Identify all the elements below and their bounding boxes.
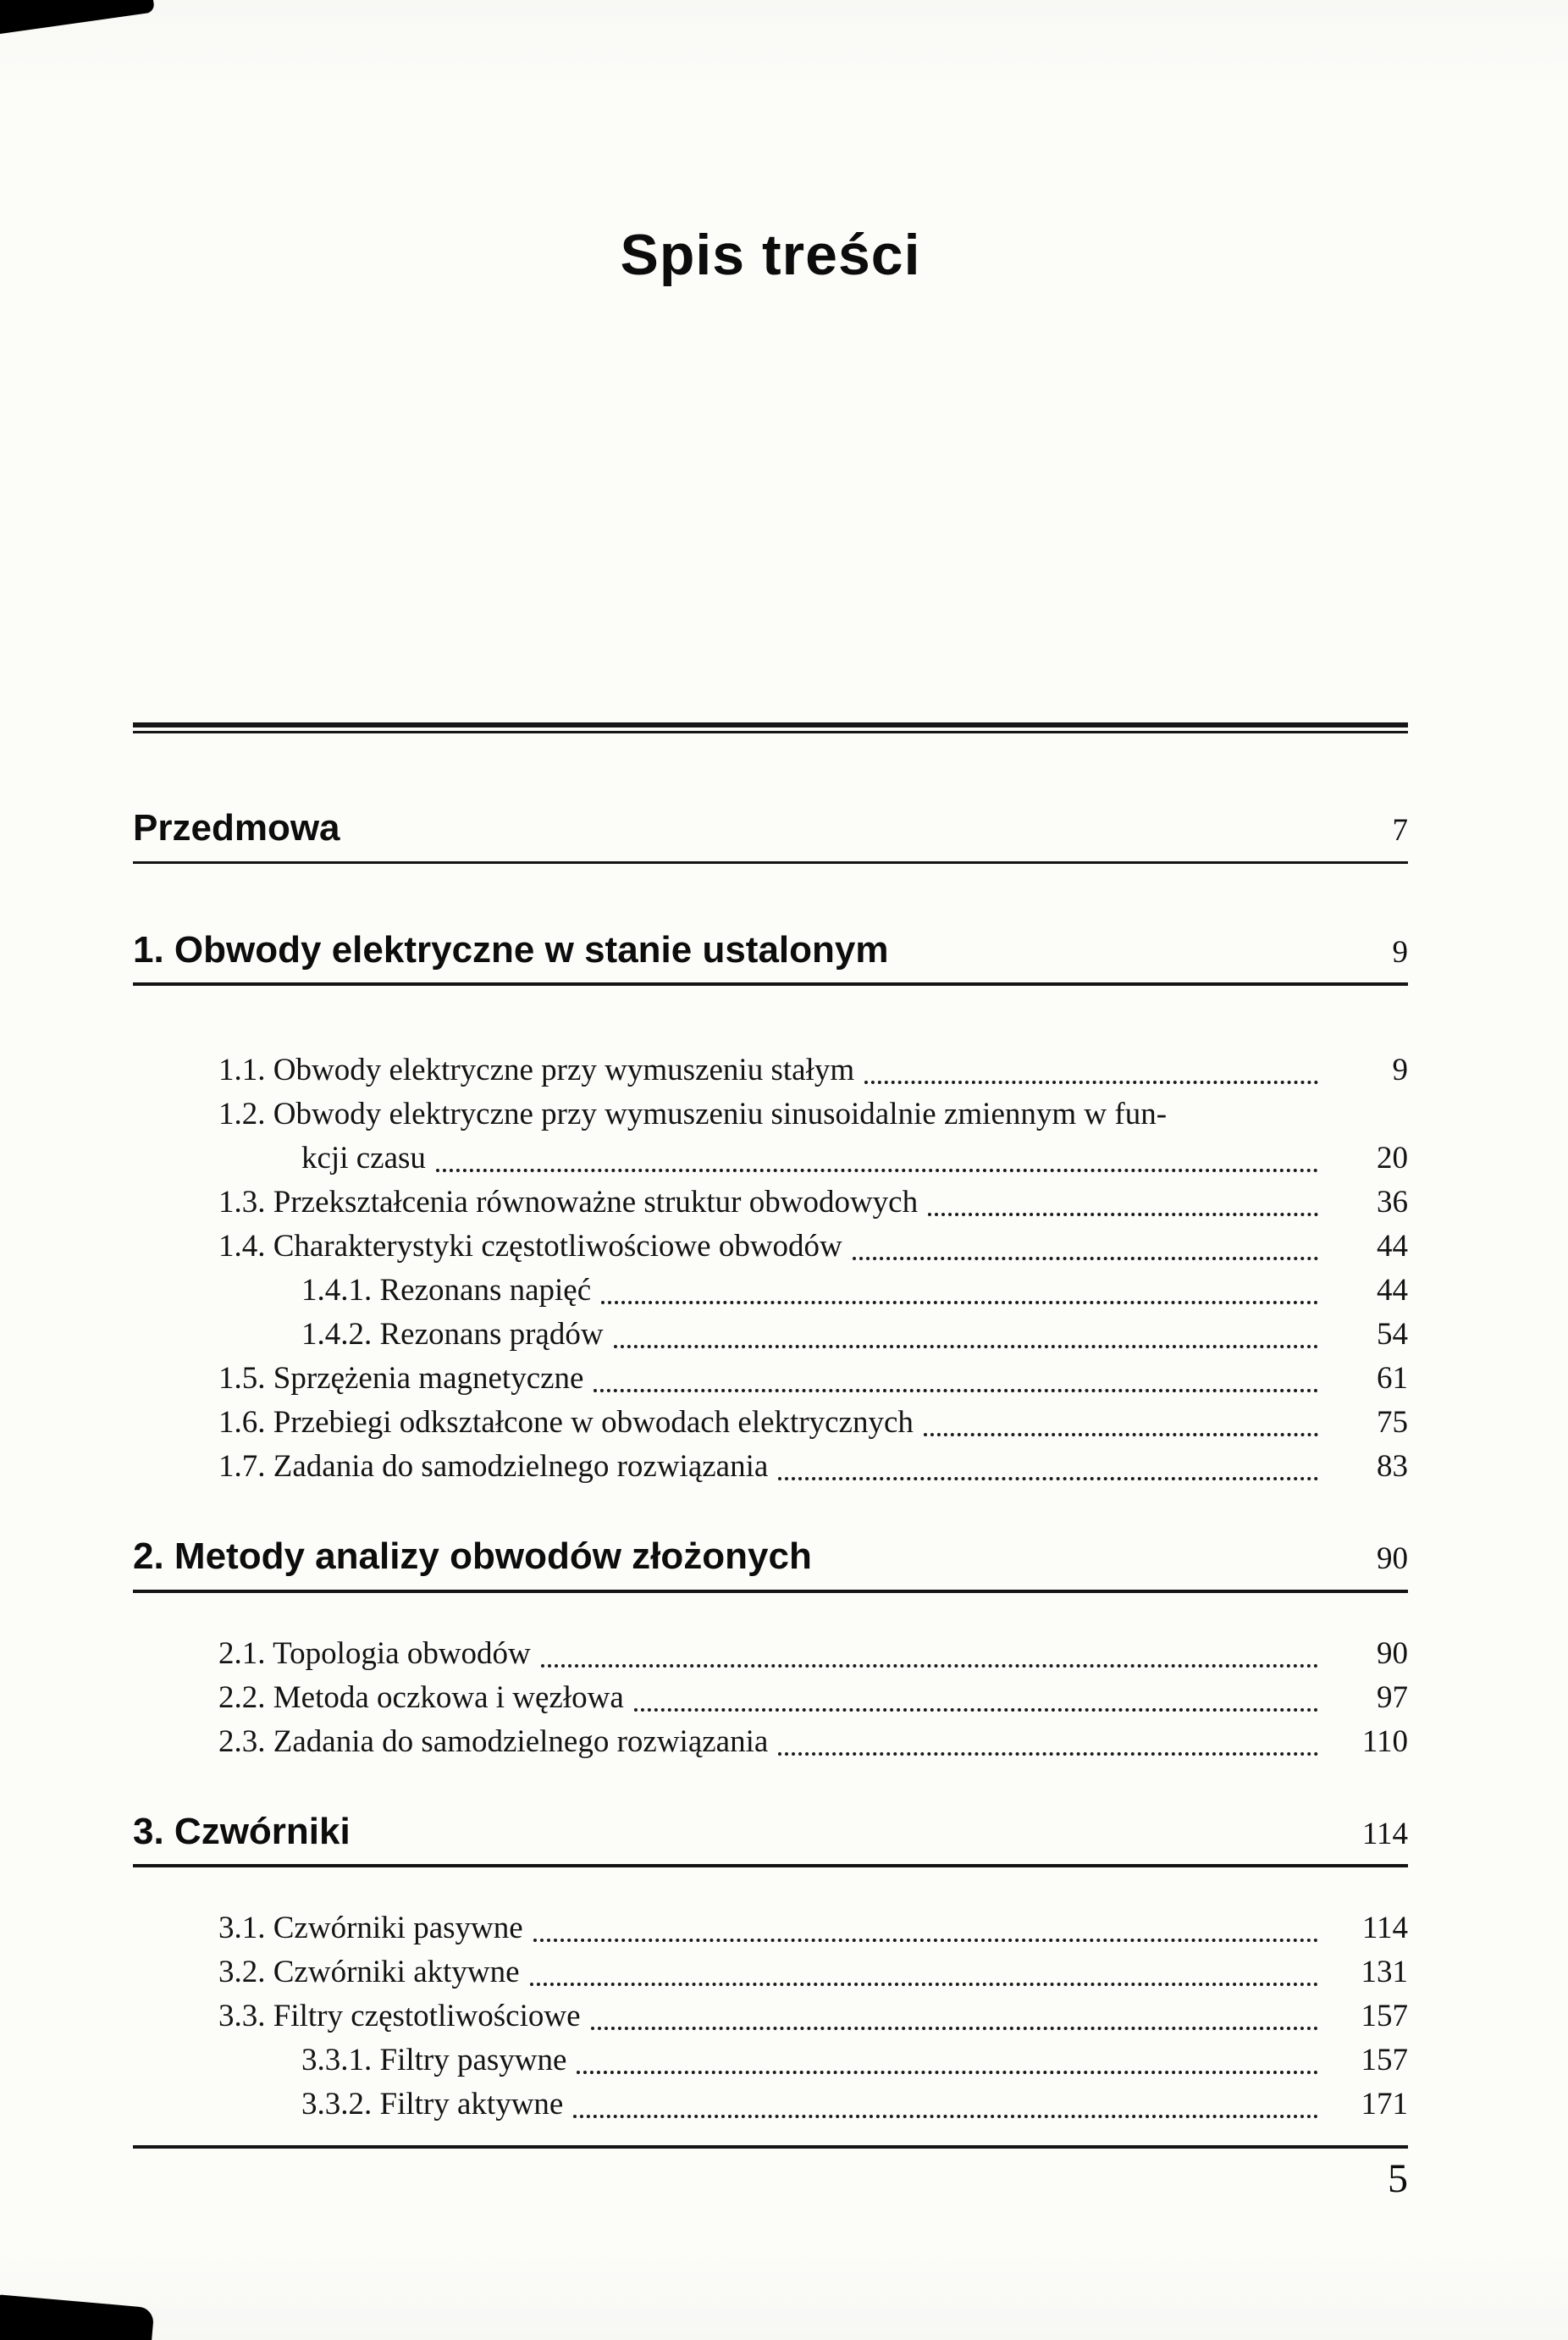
toc-entry-label: 3.2. Czwórniki aktywne bbox=[218, 1955, 520, 1989]
section-heading: 3. Czwórniki bbox=[133, 1810, 351, 1852]
toc-entry bbox=[133, 1401, 1408, 1445]
bottom-rule bbox=[133, 2145, 1408, 2149]
toc-section bbox=[133, 1812, 1408, 2127]
dotted-leader bbox=[928, 1213, 1318, 1216]
toc-entry bbox=[133, 2039, 1408, 2083]
toc-entry bbox=[133, 1676, 1408, 1720]
toc-entry bbox=[133, 1445, 1408, 1489]
section-heading-row bbox=[133, 930, 1408, 986]
dotted-leader bbox=[436, 1169, 1318, 1172]
dotted-leader bbox=[591, 2027, 1319, 2030]
front-matter-page-number: 7 bbox=[1392, 813, 1408, 849]
section-heading-row bbox=[133, 1536, 1408, 1592]
toc-entry-label: 3.3.2. Filtry aktywne bbox=[301, 2087, 564, 2121]
toc-entry-page: 171 bbox=[1361, 2087, 1408, 2121]
toc-entry-label: 1.3. Przekształcenia równoważne struktur obwodowych bbox=[218, 1185, 919, 1220]
toc-entry-label: 1.2. Obwody elektryczne przy wymuszeniu sinusoidalnie zmiennym w fun- bbox=[218, 1097, 1168, 1132]
toc-entry-page: 9 bbox=[1392, 1053, 1408, 1088]
dotted-leader bbox=[530, 1983, 1318, 1986]
section-page-number: 90 bbox=[1377, 1541, 1408, 1577]
toc-entry bbox=[133, 1994, 1408, 2039]
toc-entry-page: 54 bbox=[1377, 1317, 1408, 1353]
scan-artifact-bottom-edge bbox=[0, 2311, 110, 2340]
dotted-leader bbox=[541, 1664, 1318, 1668]
page-title: Spis treści bbox=[620, 223, 921, 287]
toc-entry bbox=[133, 1357, 1408, 1401]
section-entries bbox=[133, 1906, 1408, 2127]
dotted-leader bbox=[573, 2115, 1318, 2118]
toc-entry-page: 36 bbox=[1377, 1185, 1408, 1220]
toc-entry-page: 114 bbox=[1361, 1911, 1408, 1945]
dotted-leader bbox=[778, 1477, 1318, 1480]
toc-section bbox=[133, 1536, 1408, 1763]
toc-entry-label: 1.7. Zadania do samodzielnego rozwiązania bbox=[218, 1449, 769, 1485]
toc-entry bbox=[133, 1632, 1408, 1676]
dotted-leader bbox=[853, 1257, 1318, 1260]
toc-entry-label: 1.1. Obwody elektryczne przy wymuszeniu stałym bbox=[218, 1053, 855, 1088]
section-heading: 1. Obwody elektryczne w stanie ustalonym bbox=[133, 928, 889, 971]
dotted-leader bbox=[601, 1301, 1318, 1304]
toc-entry-label: 3.3. Filtry częstotliwościowe bbox=[218, 1999, 581, 2033]
toc-entry-page: 44 bbox=[1377, 1229, 1408, 1264]
toc-entry bbox=[133, 1137, 1408, 1181]
toc-entry-label: kcji czasu bbox=[301, 1141, 426, 1176]
toc-entry bbox=[133, 1048, 1408, 1093]
dotted-leader bbox=[594, 1389, 1318, 1392]
toc-entry-label: 1.4. Charakterystyki częstotliwościowe obwodów bbox=[218, 1229, 842, 1264]
toc-entry-label: 3.1. Czwórniki pasywne bbox=[218, 1911, 523, 1945]
toc-entry-label: 1.6. Przebiegi odkształcone w obwodach elektrycznych bbox=[218, 1405, 914, 1441]
toc-entry-label: 1.4.2. Rezonans prądów bbox=[301, 1317, 604, 1353]
dotted-leader bbox=[614, 1345, 1318, 1348]
section-page-number: 9 bbox=[1392, 934, 1408, 970]
toc-entry-page: 20 bbox=[1377, 1141, 1408, 1176]
toc-entry bbox=[133, 1225, 1408, 1269]
toc-sections bbox=[133, 930, 1408, 2127]
toc-entry bbox=[133, 1720, 1408, 1764]
toc-entry bbox=[133, 1093, 1408, 1137]
toc-section bbox=[133, 930, 1408, 1489]
toc-entry-page: 61 bbox=[1377, 1361, 1408, 1397]
toc-entry-label: 1.4.1. Rezonans napięć bbox=[301, 1273, 592, 1308]
toc-entry-page: 157 bbox=[1361, 2043, 1408, 2077]
toc-entry bbox=[133, 2083, 1408, 2127]
dotted-leader bbox=[778, 1752, 1318, 1756]
dotted-leader bbox=[864, 1081, 1318, 1084]
scan-artifact-top-edge bbox=[0, 0, 8, 29]
dotted-leader bbox=[533, 1939, 1318, 1942]
front-matter-row bbox=[133, 808, 1408, 863]
front-matter-heading: Przedmowa bbox=[133, 807, 340, 849]
toc-entry-page: 97 bbox=[1377, 1679, 1408, 1715]
toc-entry-page: 83 bbox=[1377, 1449, 1408, 1485]
toc-entry-page: 44 bbox=[1377, 1273, 1408, 1308]
dotted-leader bbox=[577, 2071, 1318, 2074]
toc-entry-page: 90 bbox=[1377, 1635, 1408, 1671]
section-heading-row bbox=[133, 1812, 1408, 1867]
toc-entry-label: 2.1. Topologia obwodów bbox=[218, 1635, 531, 1671]
toc-entry bbox=[133, 1269, 1408, 1313]
toc-entry bbox=[133, 1906, 1408, 1950]
toc-entry bbox=[133, 1313, 1408, 1357]
double-rule bbox=[133, 722, 1408, 733]
toc-entry-label: 2.3. Zadania do samodzielnego rozwiązania bbox=[218, 1723, 769, 1759]
dotted-leader bbox=[924, 1433, 1318, 1436]
section-heading: 2. Metody analizy obwodów złożonych bbox=[133, 1535, 812, 1578]
toc-entry-label: 3.3.1. Filtry pasywne bbox=[301, 2043, 567, 2077]
toc-entry-page: 157 bbox=[1361, 1999, 1408, 2033]
section-entries bbox=[133, 1048, 1408, 1489]
section-page-number: 114 bbox=[1361, 1816, 1408, 1851]
toc-entry-page: 110 bbox=[1361, 1723, 1408, 1759]
toc-entry-page: 75 bbox=[1377, 1405, 1408, 1441]
section-entries bbox=[133, 1632, 1408, 1764]
toc-entry-page: 131 bbox=[1361, 1955, 1408, 1989]
toc-entry bbox=[133, 1181, 1408, 1225]
toc-entry-label: 1.5. Sprzężenia magnetyczne bbox=[218, 1361, 584, 1397]
toc-entry bbox=[133, 1950, 1408, 1994]
page-number: 5 bbox=[1388, 2156, 1408, 2201]
dotted-leader bbox=[634, 1708, 1318, 1712]
toc-entry-label: 2.2. Metoda oczkowa i węzłowa bbox=[218, 1679, 624, 1715]
